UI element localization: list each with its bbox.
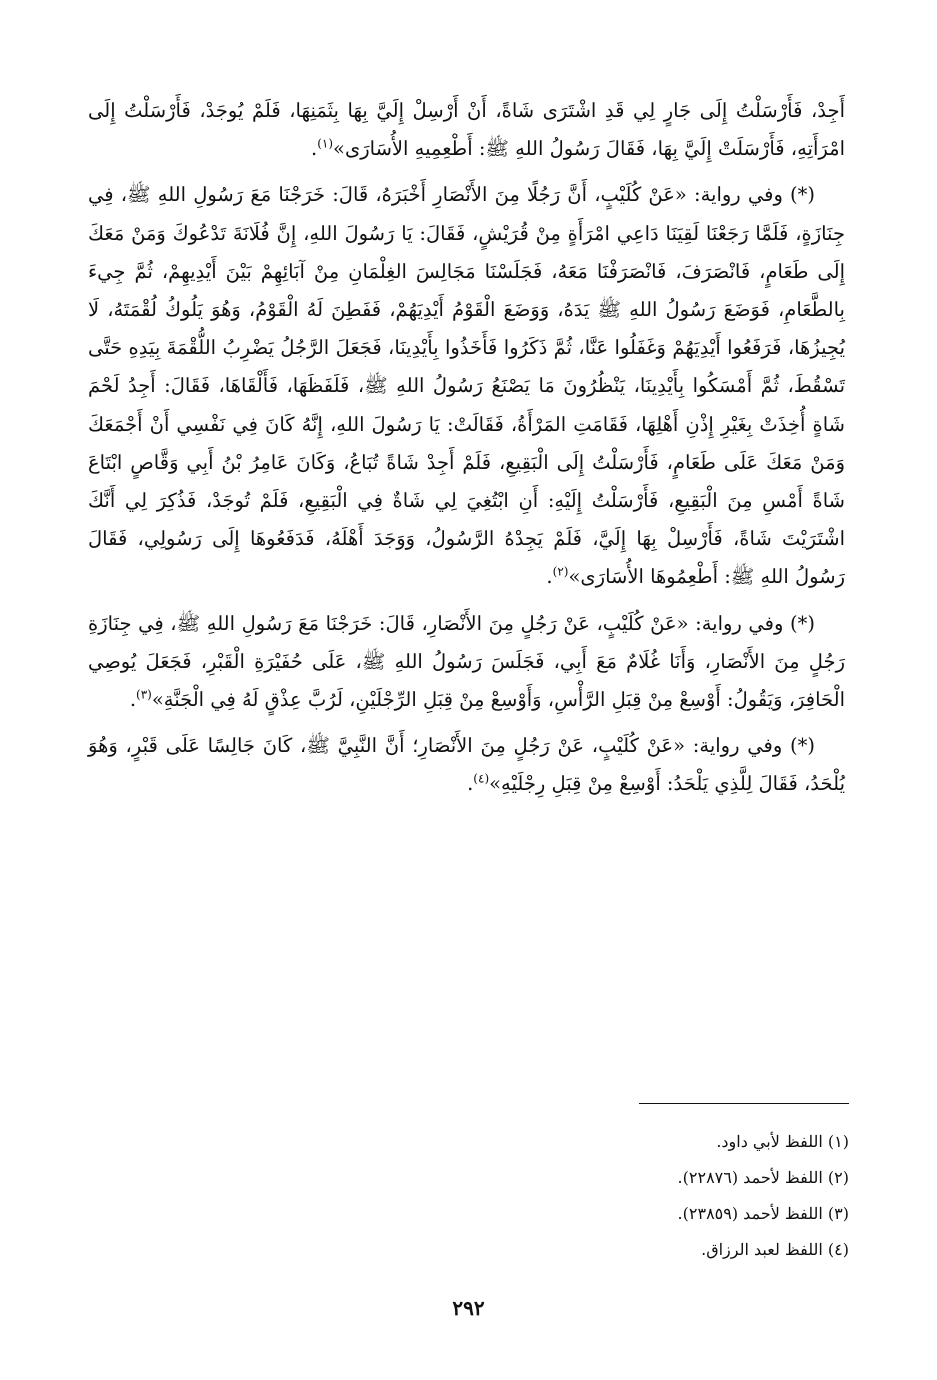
footnote-ref-2: (٢) [552,564,569,579]
paragraph-3-text: (*) وفي رواية: «عَنْ كُلَيْبٍ، عَنْ رَجُلٍ مِنَ الأَنْصَارِ، قَالَ: خَرَجْنَا مَعَ رَسُولِ اللهِ ﷺ، فِي جِنَازَةِ رَجُلٍ مِنَ الأَنْصَارِ، وَأَنَا غُلَامٌ مَعَ أَبِي، فَجَلَسَ رَسُولُ اللهِ ﷺ، عَلَى حُفَيْرَةِ الْقَبْرِ، فَجَعَلَ يُوصِي الْحَافِرَ، وَيَقُولُ: أَوْسِعْ مِنْ قِبَلِ الرَّأْسِ، وَأَوْسِعْ مِنْ قِبَلِ الرِّجْلَيْنِ، لَرُبَّ عِذْقٍ لَهُ فِي الْجَنَّةِ» [88,611,845,712]
paragraph-4-end: . [467,772,474,796]
paragraph-2-text: (*) وفي رواية: «عَنْ كُلَيْبٍ، أَنَّ رَجُلًا مِنَ الأَنْصَارِ أَخْبَرَهُ، قَالَ: خَرَجْنَا مَعَ رَسُولِ اللهِ ﷺ، فِي جِنَازَةٍ، فَلَمَّا رَجَعْنَا لَقِيَنَا دَاعِي امْرَأَةٍ مِنْ قُرَيْشٍ، فَقَالَ: يَا رَسُولَ اللهِ، إِنَّ فُلَانَةَ تَدْعُوكَ وَمَنْ مَعَكَ إِلَى طَعَامٍ، فَانْصَرَفَ، فَانْصَرَفْنَا مَعَهُ، فَجَلَسْنَا مَجَالِسَ الغِلْمَانِ مِنْ آبَائِهِمْ بَيْنَ أَيْدِيهِمْ، ثُمَّ جِيءَ بِالطَّعَامِ، فَوَضَعَ رَسُولُ اللهِ ﷺ يَدَهُ، وَوَضَعَ الْقَوْمُ أَيْدِيَهُمْ، فَفَطِنَ لَهُ الْقَوْمُ، وَهُوَ يَلُوكُ لُقْمَتَهُ، لَا يُجِيزُهَا، فَرَفَعُوا أَيْدِيَهُمْ وَغَفَلُوا عَنَّا، ثُمَّ ذَكَرُوا فَأَخَذُوا بِأَيْدِينَا، فَجَعَلَ الرَّجُلُ يَضْرِبُ اللُّقْمَةَ بِيَدِهِ حَتَّى تَسْقُطَ، ثُمَّ أَمْسَكُوا بِأَيْدِينَا، يَنْظُرُونَ مَا يَصْنَعُ رَسُولُ اللهِ ﷺ، فَلَفَظَهَا، فَأَلْقَاهَا، فَقَالَ: أَجِدُ لَحْمَ شَاةٍ أُخِذَتْ بِغَيْرِ إِذْنِ أَهْلِهَا، فَقَامَتِ المَرْأَةُ، فَقَالَتْ: يَا رَسُولَ اللهِ، إِنَّهُ كَانَ فِي نَفْسِي أَنْ أَجْمَعَكَ وَمَنْ مَعَكَ عَلَى طَعَامٍ، فَأَرْسَلْتُ إِلَى الْبَقِيعِ، فَلَمْ أَجِدْ شَاةً تُبَاعُ، وَكَانَ عَامِرُ بْنُ أَبِي وَقَّاصٍ ابْتَاعَ شَاةً أَمْسِ مِنَ الْبَقِيعِ، فَأَرْسَلْتُ إِلَيْهِ: أَنِ ابْتُغِيَ لِي شَاةٌ فِي الْبَقِيعِ، فَلَمْ تُوجَدْ، فَذُكِرَ لِي أَنَّكَ اشْتَرَيْتَ شَاةً، فَأَرْسِلْ بِهَا إِلَيَّ، فَلَمْ يَجِدْهُ الرَّسُولُ، وَوَجَدَ أَهْلَهُ، فَدَفَعُوهَا إِلَى رَسُولِي، فَقَالَ رَسُولُ اللهِ ﷺ: أَطْعِمُوهَا الأُسَارَى» [88,183,845,589]
paragraph-4 [88,727,845,803]
paragraph-3-end: . [129,688,137,712]
footnote-1: (١) اللفظ لأبي داود. [716,1132,849,1151]
paragraph-2 [88,176,845,596]
footnote-ref-4: (٤) [473,771,490,786]
paragraph-4-text: (*) وفي رواية: «عَنْ كُلَيْبٍ، عَنْ رَجُلٍ مِنَ الأَنْصَارِ؛ أَنَّ النَّبِيَّ ﷺ، كَانَ جَالِسًا عَلَى قَبْرٍ، وَهُوَ يُلْحَدُ، فَقَالَ لِلَّذِي يَلْحَدُ: أَوْسِعْ مِنْ قِبَلِ رِجْلَيْهِ» [88,734,845,796]
paragraph-3 [88,605,845,720]
page-body [88,92,845,812]
footnotes [92,1124,849,1268]
main-text [88,92,845,804]
paragraph-2-end: . [546,565,553,589]
footnote-3: (٣) اللفظ لأحمد (٢٣٨٥٩). [677,1204,849,1223]
footnote-2: (٢) اللفظ لأحمد (٢٢٨٧٦). [677,1168,849,1187]
paragraph-1-text: أَجِدْ، فَأَرْسَلْتُ إِلَى جَارٍ لِي قَدِ اشْتَرَى شَاةً، أَنْ أَرْسِلْ إِلَيَّ بِهَا بِثَمَنِهَا، فَلَمْ يُوجَدْ، فَأَرْسَلْتُ إِلَى امْرَأَتِهِ، فَأَرْسَلَتْ إِلَيَّ بِهَا، فَقَالَ رَسُولُ اللهِ ﷺ: أَطْعِمِيهِ الأُسَارَى» [88,99,845,161]
footnote-ref-3: (٣) [136,687,152,702]
paragraph-1-end: . [311,137,318,161]
paragraph-1 [88,92,845,168]
footnote-separator [639,1103,849,1104]
footnote-4: (٤) اللفظ لعبد الرزاق. [701,1240,849,1259]
footnote-ref-1: (١) [317,136,334,151]
page-number: ٢٩٢ [452,1296,485,1320]
